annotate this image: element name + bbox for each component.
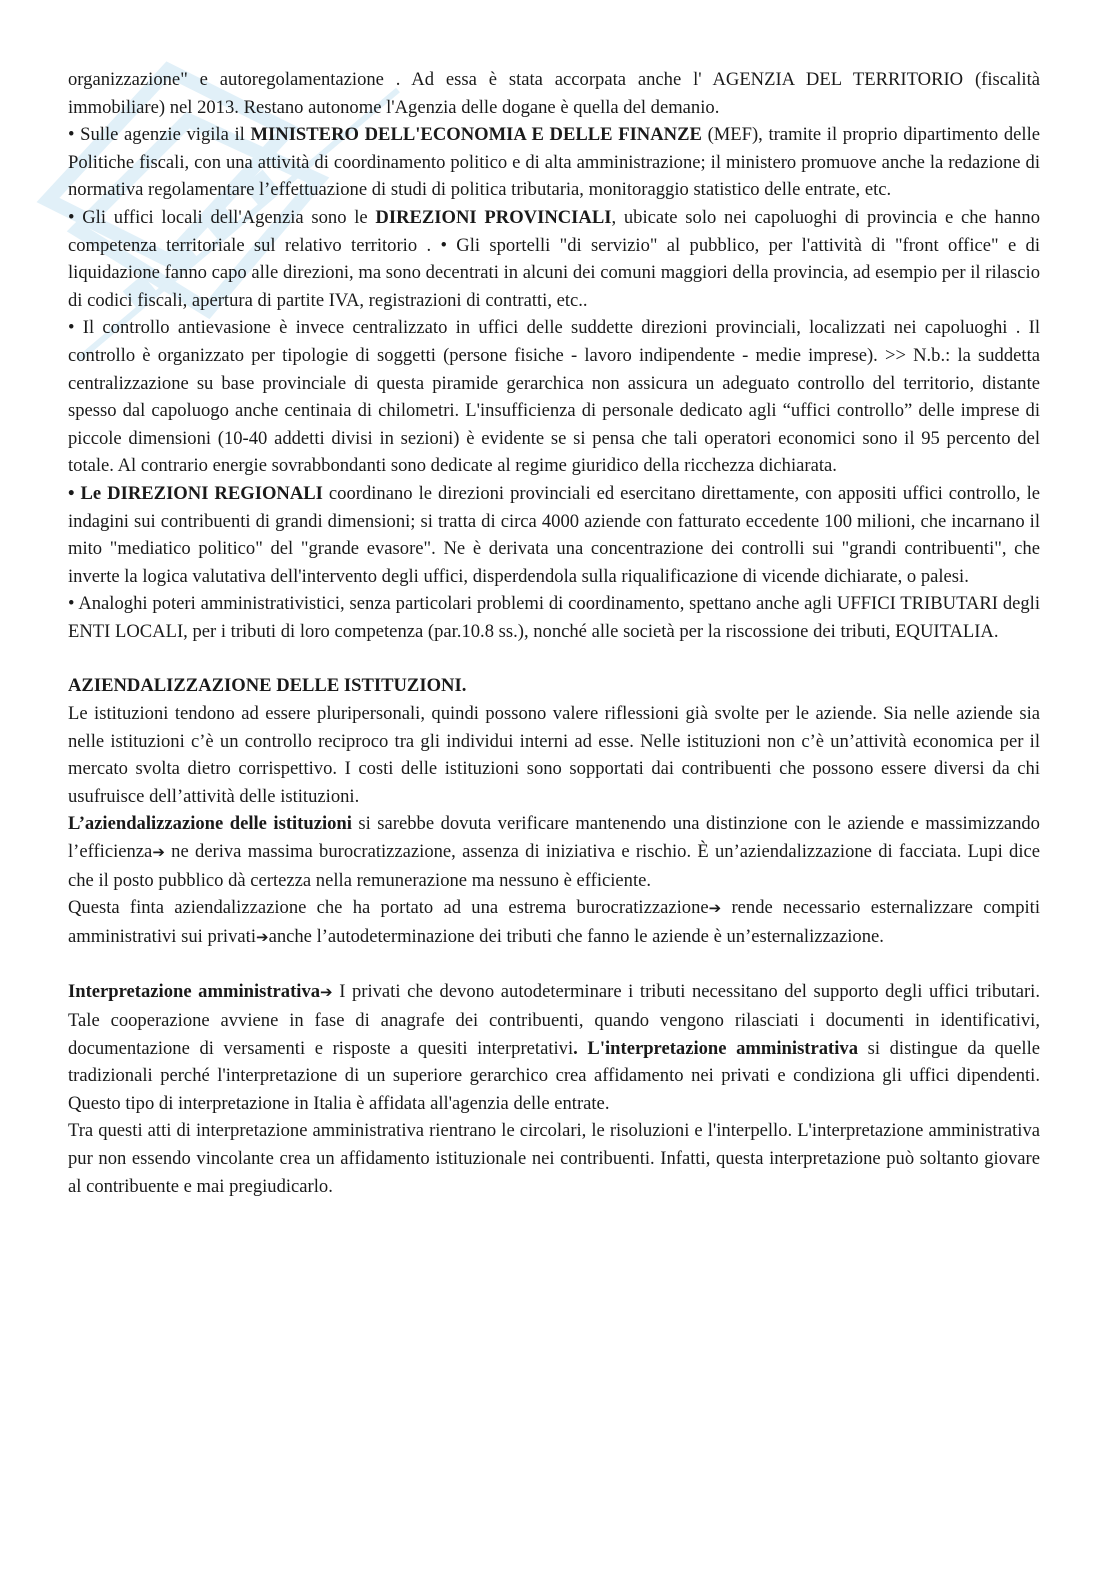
arrow-icon: ➔ bbox=[255, 927, 269, 946]
burocratizzazione-text: Questa finta aziendalizzazione che ha portato ad una estrema burocratizzazione bbox=[68, 897, 709, 919]
regionali-paragraph bbox=[68, 480, 1040, 590]
antievasione-paragraph: • Il controllo antievasione è invece centralizzato in uffici delle suddette direzioni provinciali, localizzati nei capoluoghi . Il controllo è organizzato per tipologie di soggetti (persone fisiche - lavoro indipendente - medie imprese). >> N.b.: la suddetta centralizzazione su base provinciale di questa piramide gerarchica non assicura un adeguato controllo del territorio, distante spesso dal capoluogo anche centinaia di chilometri. L'insufficienza di personale dedicato agli “uffici controllo” delle imprese di piccole dimensioni (10-40 addetti divisi in sezioni) è evidente se si pensa che tali operatori economici sono il 95 percento del totale. Al contrario energie sovrabbondanti sono dedicate al regime giuridico della ricchezza dichiarata. bbox=[68, 317, 1040, 477]
regionali-highlight: • Le DIREZIONI REGIONALI bbox=[68, 482, 323, 504]
provinciali-highlight: DIREZIONI PROVINCIALI bbox=[375, 206, 612, 228]
aziendalizzazione-paragraph-2 bbox=[68, 810, 1040, 894]
mef-highlight: MINISTERO DELL'ECONOMIA E DELLE FINANZE bbox=[250, 124, 702, 146]
aziendalizzazione-heading: AZIENDALIZZAZIONE DELLE ISTITUZIONI. bbox=[68, 675, 467, 697]
intro-paragraph: organizzazione" e autoregolamentazione . Ad essa è stata accorpata anche l' AGENZIA DEL TERRITORIO (fiscalità immobiliare) nel 2013. Restano autonome l'Agenzia delle dogane è quella del demanio. bbox=[68, 69, 1040, 118]
provinciali-lead: • Gli uffici locali dell'Agenzia sono le bbox=[68, 206, 376, 228]
arrow-icon: ➔ bbox=[320, 983, 333, 1002]
aziendalizzazione-paragraph-3 bbox=[68, 894, 1040, 951]
interpretazione-paragraph-1 bbox=[68, 978, 1040, 1117]
interpretazione-paragraph-2: Tra questi atti di interpretazione amministrativa rientrano le circolari, le risoluzioni e l'interpello. L'interpretazione amministrativa pur non essendo vincolante crea un affidamento istituzionale nei contribuenti. Infatti, questa interpretazione può soltanto giovare al contribuente e mai pregiudicarlo. bbox=[68, 1120, 1040, 1197]
aziendalizzazione-highlight: L’aziendalizzazione delle istituzioni bbox=[68, 813, 352, 835]
enti-locali-paragraph: • Analoghi poteri amministrativistici, senza particolari problemi di coordinamento, spettano anche agli UFFICI TRIBUTARI degli ENTI LOCALI, per i tributi di loro competenza (par.10.8 ss.), nonché alle società per la riscossione dei tributi, EQUITALIA. bbox=[68, 593, 1040, 642]
mef-paragraph bbox=[68, 121, 1040, 204]
aziendalizzazione-paragraph-1: Le istituzioni tendono ad essere pluripersonali, quindi possono valere riflessioni già svolte per le aziende. Sia nelle aziende sia nelle istituzioni c’è un controllo reciproco tra gli individui interni ad esse. Nelle istituzioni non c’è un’attività economica per il mercato svolta dietro corrispettivo. I costi delle istituzioni sono sopportati dai contribuenti che possono essere diversi da chi usufruisce dell’attività delle istituzioni. bbox=[68, 703, 1040, 807]
mef-lead: • Sulle agenzie vigila il bbox=[68, 124, 251, 146]
aziendalizzazione-text-b: ne deriva massima burocratizzazione, assenza di iniziativa e rischio. È un’aziendalizzazione di facciata. Lupi dice che il posto pubblico dà certezza nella remunerazione ma nessuno è efficiente. bbox=[68, 841, 1040, 891]
autodeterminazione-text: anche l’autodeterminazione dei tributi che fanno le aziende è un’esternalizzazione. bbox=[268, 925, 884, 947]
arrow-icon: ➔ bbox=[708, 899, 722, 918]
section-spacer bbox=[68, 951, 1040, 978]
regionali-body: coordinano le direzioni provinciali ed esercitano direttamente, con appositi uffici controllo, le indagini sui contribuenti di grandi dimensioni; si tratta di circa 4000 aziende con fatturato eccedente 100 milioni, che incarnano il mito "mediatico politico" del "grande evasore". Ne è derivata una concentrazione dei controlli sui "grandi contribuenti", che inverte la logica valutativa dell'intervento degli uffici, disperdendola sulla riqualificazione di vicende dichiarate, o palesi. bbox=[68, 482, 1040, 587]
section-spacer bbox=[68, 645, 1040, 672]
arrow-icon: ➔ bbox=[152, 843, 165, 862]
provinciali-paragraph bbox=[68, 204, 1040, 314]
mef-body: (MEF), tramite il proprio dipartimento delle Politiche fiscali, con una attività di coordinamento politico e di alta amministrazione; il ministero promuove anche la redazione di normativa regolamentare l’effettuazione di studi di politica tributaria, monitoraggio statistico delle entrate, etc. bbox=[68, 124, 1041, 201]
interpretazione-text-1: I privati che devono autodeterminare i tributi necessitano del supporto degli uffici tributari. Tale cooperazione avviene in fase di anagrafe dei contribuenti, quando vengono rilasciati i documenti in identificativi, documentazione di versamenti e risposte a quesiti interpretativi bbox=[68, 981, 1040, 1059]
interpretazione-heading: Interpretazione amministrativa bbox=[68, 981, 321, 1003]
aziendalizzazione-text-a: si sarebbe dovuta verificare mantenendo una distinzione con le aziende e massimizzando l’efficienza bbox=[68, 813, 1040, 863]
interpretazione-text-2: si distingue da quelle tradizionali perché l'interpretazione di un superiore gerarchico crea affidamento nei privati e condiziona gli uffici dipendenti. Questo tipo di interpretazione in Italia è affidata all'agenzia delle entrate. bbox=[68, 1037, 1041, 1114]
esternalizzare-text: rende necessario esternalizzare compiti amministrativi sui privati bbox=[68, 897, 1040, 947]
interpretazione-dot: . bbox=[573, 1037, 578, 1059]
provinciali-body: , ubicate solo nei capoluoghi di provincia e che hanno competenza territoriale sul relativo territorio . • Gli sportelli "di servizio" al pubblico, per l'attività di "front office" e di liquidazione fanno capo alle direzioni, ma sono decentrati in alcuni dei comuni maggiori della provincia, ad esempio per il rilascio di codici fiscali, apertura di partite IVA, registrazioni di contratti, etc.. bbox=[68, 206, 1040, 311]
document-page bbox=[68, 66, 1040, 1200]
interpretazione-highlight: L'interpretazione amministrativa bbox=[587, 1037, 858, 1059]
